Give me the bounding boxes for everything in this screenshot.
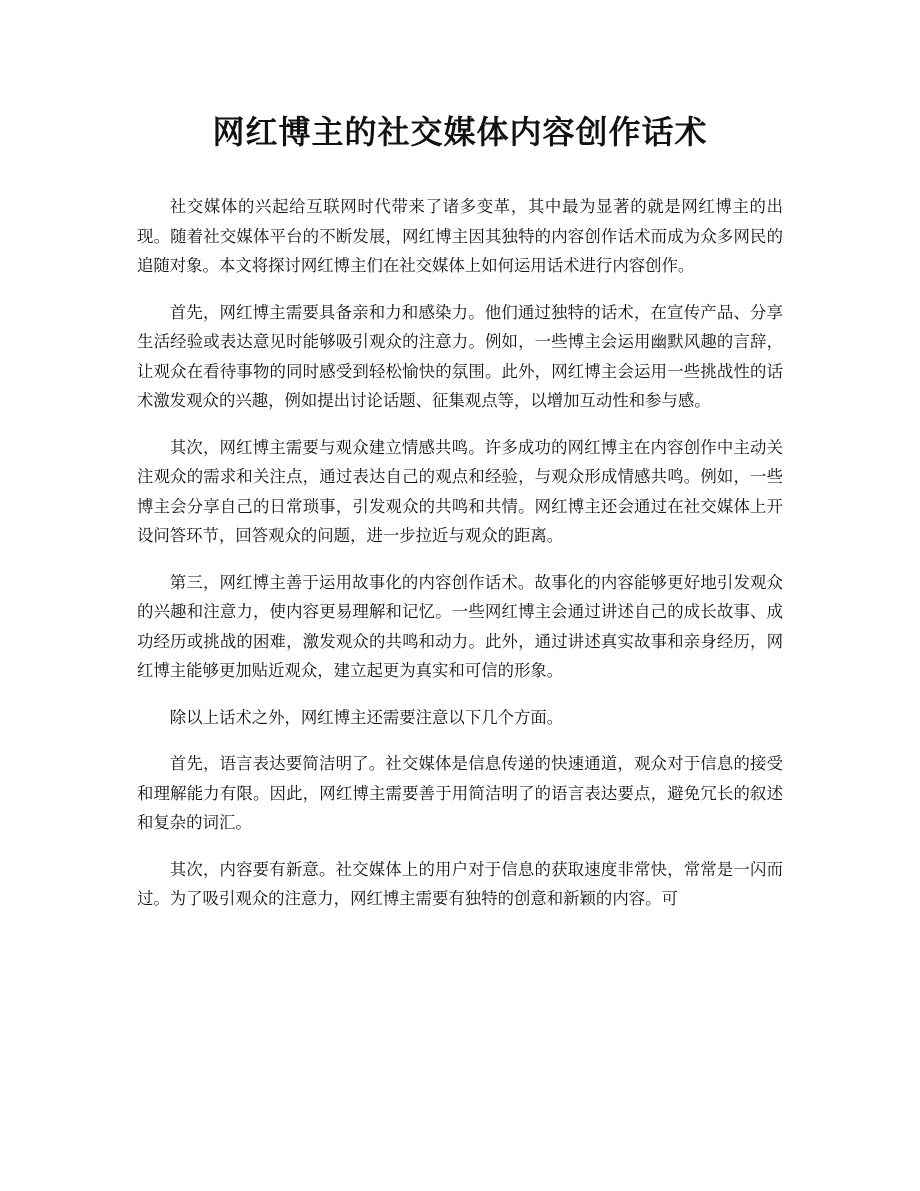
paragraph-6: 首先，语言表达要简洁明了。社交媒体是信息传递的快速通道，观众对于信息的接受和理解能力有限。因此，网红博主需要善于用简洁明了的语言表达要点，避免冗长的叙述和复杂的词汇。 bbox=[137, 754, 783, 832]
paragraph-5: 除以上话术之外，网红博主还需要注意以下几个方面。 bbox=[169, 707, 564, 727]
document-body bbox=[137, 192, 783, 914]
paragraph-3: 其次，网红博主需要与观众建立情感共鸣。许多成功的网红博主在内容创作中主动关注观众的需求和关注点，通过表达自己的观点和经验，与观众形成情感共鸣。例如，一些博主会分享自己的日常琐事，引发观众的共鸣和共情。网红博主还会通过在社交媒体上开设问答环节，回答观众的问题，进一步拉近与观众的距离。 bbox=[137, 437, 783, 545]
paragraph-2: 首先，网红博主需要具备亲和力和感染力。他们通过独特的话术，在宣传产品、分享生活经验或表达意见时能够吸引观众的注意力。例如，一些博主会运用幽默风趣的言辞，让观众在看待事物的同时感受到轻松愉快的氛围。此外，网红博主会运用一些挑战性的话术激发观众的兴趣，例如提出讨论话题、征集观点等，以增加互动性和参与感。 bbox=[137, 302, 783, 410]
paragraph-1: 社交媒体的兴起给互联网时代带来了诸多变革，其中最为显著的就是网红博主的出现。随着社交媒体平台的不断发展，网红博主因其独特的内容创作话术而成为众多网民的追随对象。本文将探讨网红博主们在社交媒体上如何运用话术进行内容创作。 bbox=[137, 197, 783, 275]
document-title: 网红博主的社交媒体内容创作话术 bbox=[212, 113, 708, 151]
paragraph-4: 第三，网红博主善于运用故事化的内容创作话术。故事化的内容能够更好地引发观众的兴趣和注意力，使内容更易理解和记忆。一些网红博主会通过讲述自己的成长故事、成功经历或挑战的困难，激发观众的共鸣和动力。此外，通过讲述真实故事和亲身经历，网红博主能够更加贴近观众，建立起更为真实和可信的形象。 bbox=[137, 572, 783, 680]
paragraph-7: 其次，内容要有新意。社交媒体上的用户对于信息的获取速度非常快，常常是一闪而过。为了吸引观众的注意力，网红博主需要有独特的创意和新颖的内容。可 bbox=[137, 859, 783, 908]
